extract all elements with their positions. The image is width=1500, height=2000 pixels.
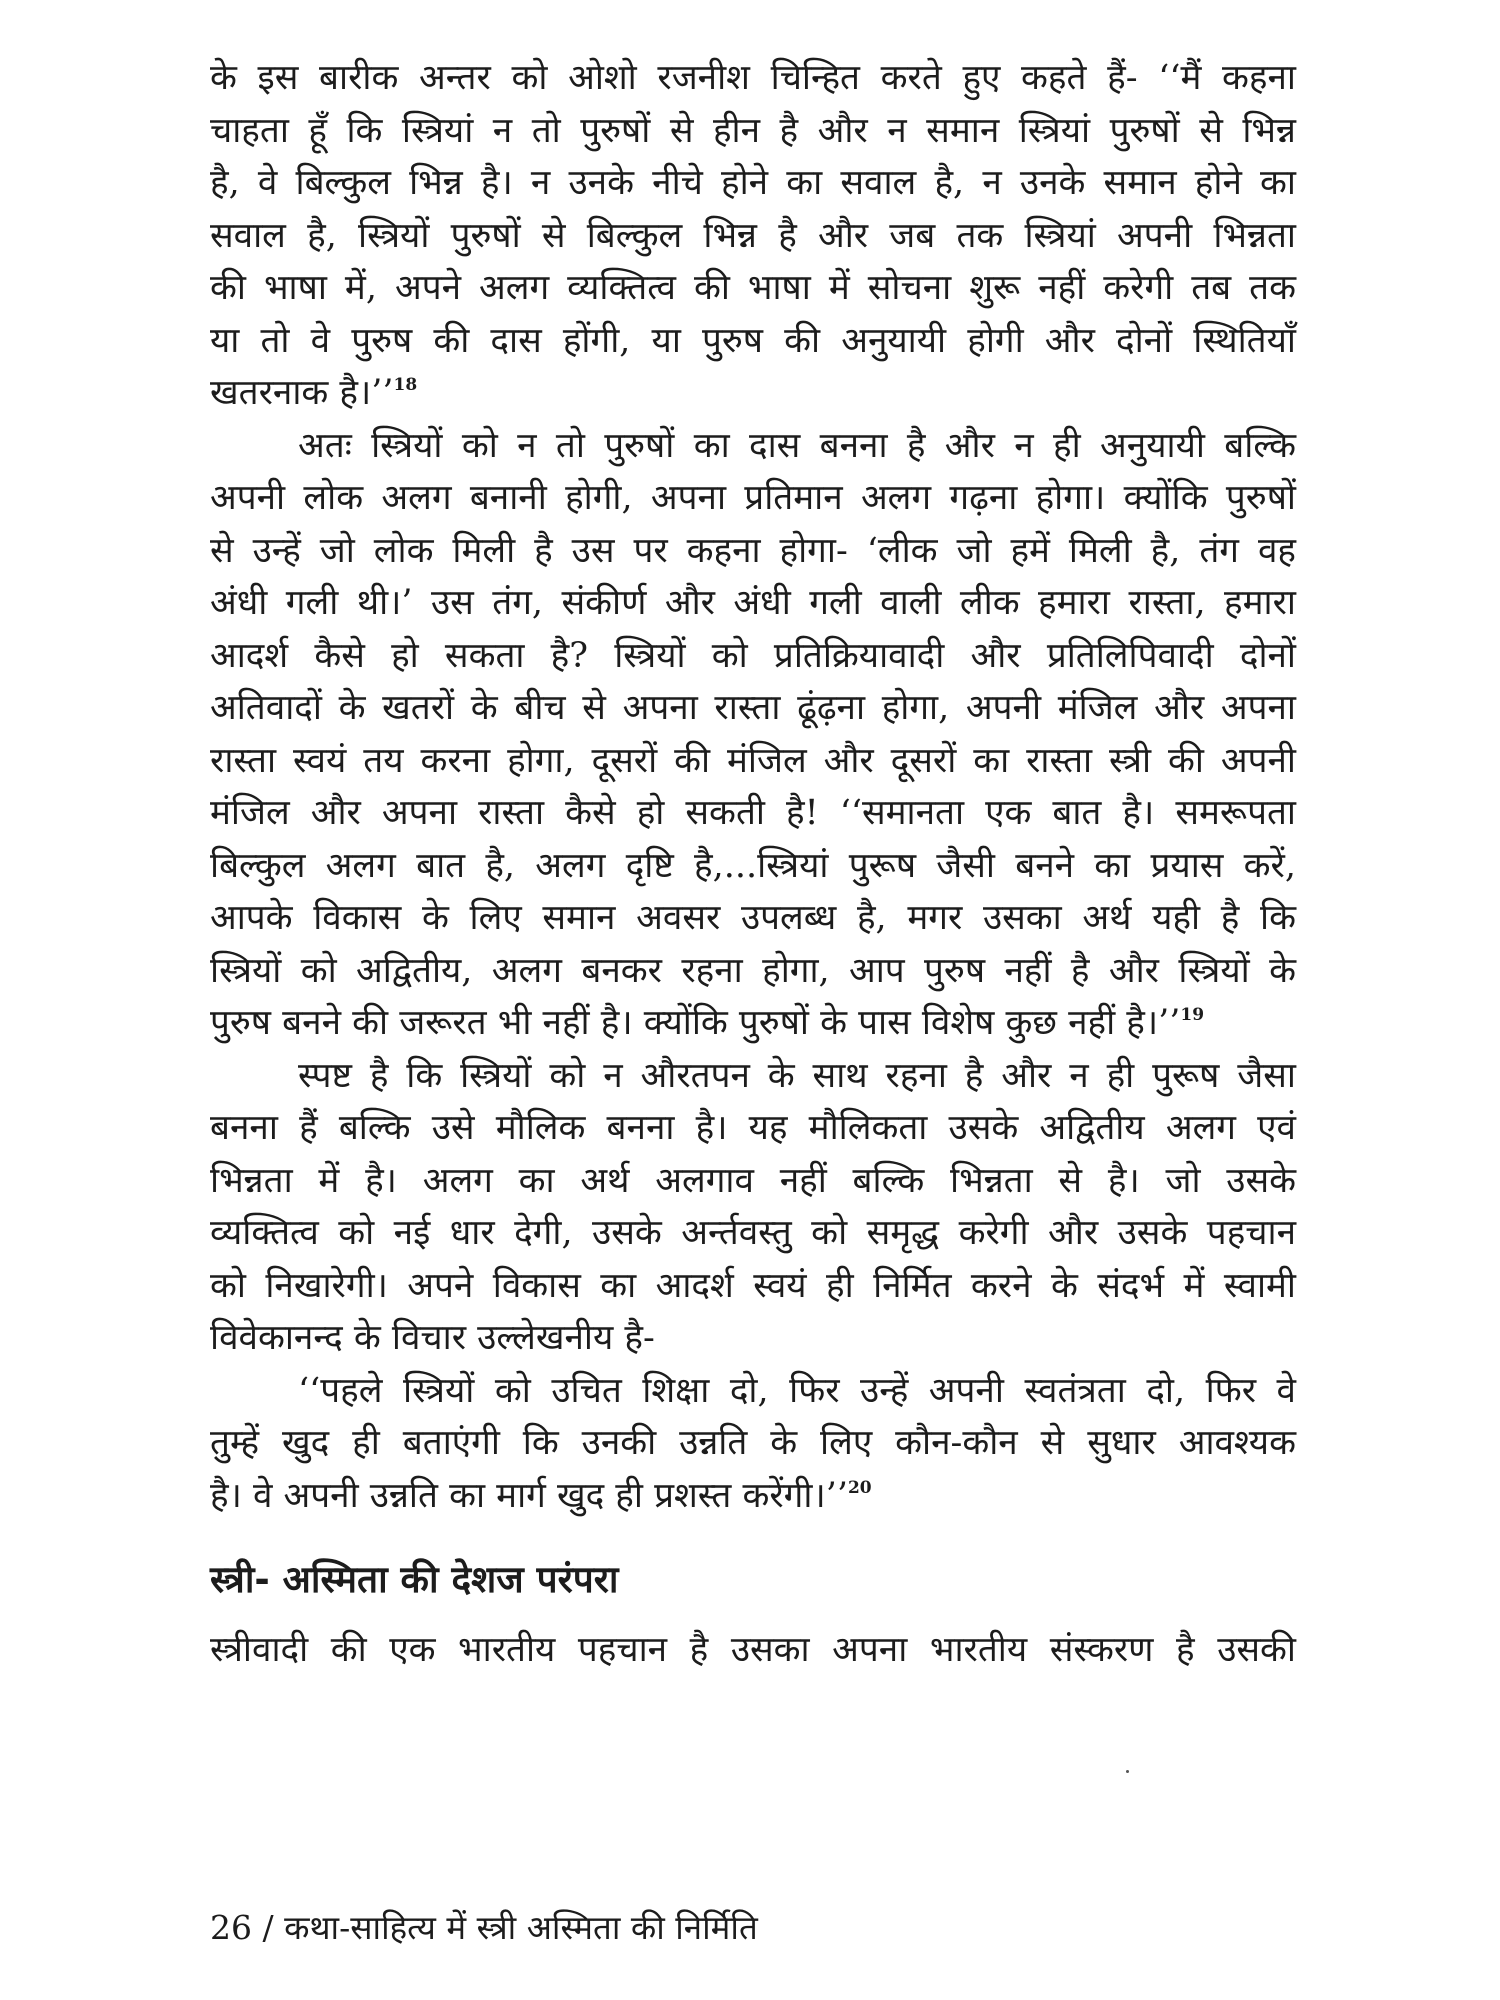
text-line: स्पष्ट है कि स्त्रियों को न औरतपन के साथ रहना है और न ही पुरूष जैसा [298,1055,1296,1096]
text-line [210,367,1296,420]
text-line: है, वे बिल्कुल भिन्न है। न उनके नीचे होने का सवाल है, न उनके समान होने का [210,163,1296,203]
text-line: रास्ता स्वयं तय करना होगा, दूसरों की मंजिल और दूसरों का रास्ता स्त्री की अपनी [210,740,1296,781]
text-line: चाहता हूँ कि स्त्रियां न तो पुरुषों से हीन है और न समान स्त्रियां पुरुषों से भिन्न [210,110,1296,151]
footnote-ref-19: 19 [1180,1005,1205,1025]
text-line: को निखारेगी। अपने विकास का आदर्श स्वयं ही निर्मित करने के संदर्भ में स्वामी [210,1265,1296,1306]
footnote-ref-18: 18 [393,375,418,395]
quote-end-text: है। वे अपनी उन्नति का मार्ग खुद ही प्रशस्त करेंगी।’’ [210,1475,848,1516]
text-line: से उन्हें जो लोक मिली है उस पर कहना होगा- ‘लीक जो हमें मिली है, तंग वह [210,530,1296,571]
quote-end-text: पुरुष बनने की जरूरत भी नहीं है। क्योंकि पुरुषों के पास विशेष कुछ नहीं है।’’ [210,1003,1181,1043]
text-line: अतः स्त्रियों को न तो पुरुषों का दास बनना है और न ही अनुयायी बल्कि [298,425,1296,466]
text-line: आपके विकास के लिए समान अवसर उपलब्ध है, मगर उसका अर्थ यही है कि [210,898,1296,938]
quote-end-text: खतरनाक है।’’ [210,373,394,413]
book-title: कथा-साहित्य में स्त्री अस्मिता की निर्मिति [284,1908,758,1947]
text-line: स्त्रियों को अद्वितीय, अलग बनकर रहना होगा, आप पुरुष नहीं है और स्त्रियों के [210,950,1296,991]
text-line: विवेकानन्द के विचार उल्लेखनीय है- [210,1318,655,1358]
text-line: बनना हैं बल्कि उसे मौलिक बनना है। यह मौलिकता उसके अद्वितीय अलग एवं [210,1108,1296,1148]
stray-mark [1126,1770,1129,1773]
section-heading: स्त्री- अस्मिता की देशज परंपरा [210,1558,619,1601]
page-number: 26 [210,1908,252,1947]
text-line: या तो वे पुरुष की दास होंगी, या पुरुष की अनुयायी होगी और दोनों स्थितियाँ [210,320,1296,361]
text-line: ‘‘पहले स्त्रियों को उचित शिक्षा दो, फिर उन्हें अपनी स्वतंत्रता दो, फिर वे [298,1370,1296,1411]
page-text [210,52,1296,1677]
footer-separator: / [262,1908,274,1947]
text-line: की भाषा में, अपने अलग व्यक्तित्व की भाषा में सोचना शुरू नहीं करेगी तब तक [210,268,1296,308]
text-line: मंजिल और अपना रास्ता कैसे हो सकती है! ‘‘समानता एक बात है। समरूपता [210,793,1296,833]
page-footer [210,1908,758,1948]
text-line: के इस बारीक अन्तर को ओशो रजनीश चिन्हित करते हुए कहते हैं- ‘‘मैं कहना [210,58,1296,98]
text-line: अतिवादों के खतरों के बीच से अपना रास्ता ढूंढ़ना होगा, अपनी मंजिल और अपना [210,688,1296,728]
text-line [210,1470,1296,1523]
text-line: बिल्कुल अलग बात है, अलग दृष्टि है,...स्त्रियां पुरूष जैसी बनने का प्रयास करें, [210,845,1296,886]
text-line: भिन्नता में है। अलग का अर्थ अलगाव नहीं बल्कि भिन्नता से है। जो उसके [210,1160,1296,1201]
text-line: आदर्श कैसे हो सकता है? स्त्रियों को प्रतिक्रियावादी और प्रतिलिपिवादी दोनों [210,635,1296,676]
text-line: व्यक्तित्व को नई धार देगी, उसके अर्न्तवस्तु को समृद्ध करेगी और उसके पहचान [210,1213,1296,1253]
text-line: अपनी लोक अलग बनानी होगी, अपना प्रतिमान अलग गढ़ना होगा। क्योंकि पुरुषों [210,478,1296,518]
footnote-ref-20: 20 [847,1477,872,1498]
text-line: सवाल है, स्त्रियों पुरुषों से बिल्कुल भिन्न है और जब तक स्त्रियां अपनी भिन्नता [210,215,1296,256]
text-line: स्त्रीवादी की एक भारतीय पहचान है उसका अपना भारतीय संस्करण है उसकी [210,1630,1296,1670]
text-line: अंधी गली थी।’ उस तंग, संकीर्ण और अंधी गली वाली लीक हमारा रास्ता, हमारा [210,583,1296,623]
text-line [210,997,1296,1050]
text-line: तुम्हें खुद ही बताएंगी कि उनकी उन्नति के लिए कौन-कौन से सुधार आवश्यक [210,1423,1296,1463]
